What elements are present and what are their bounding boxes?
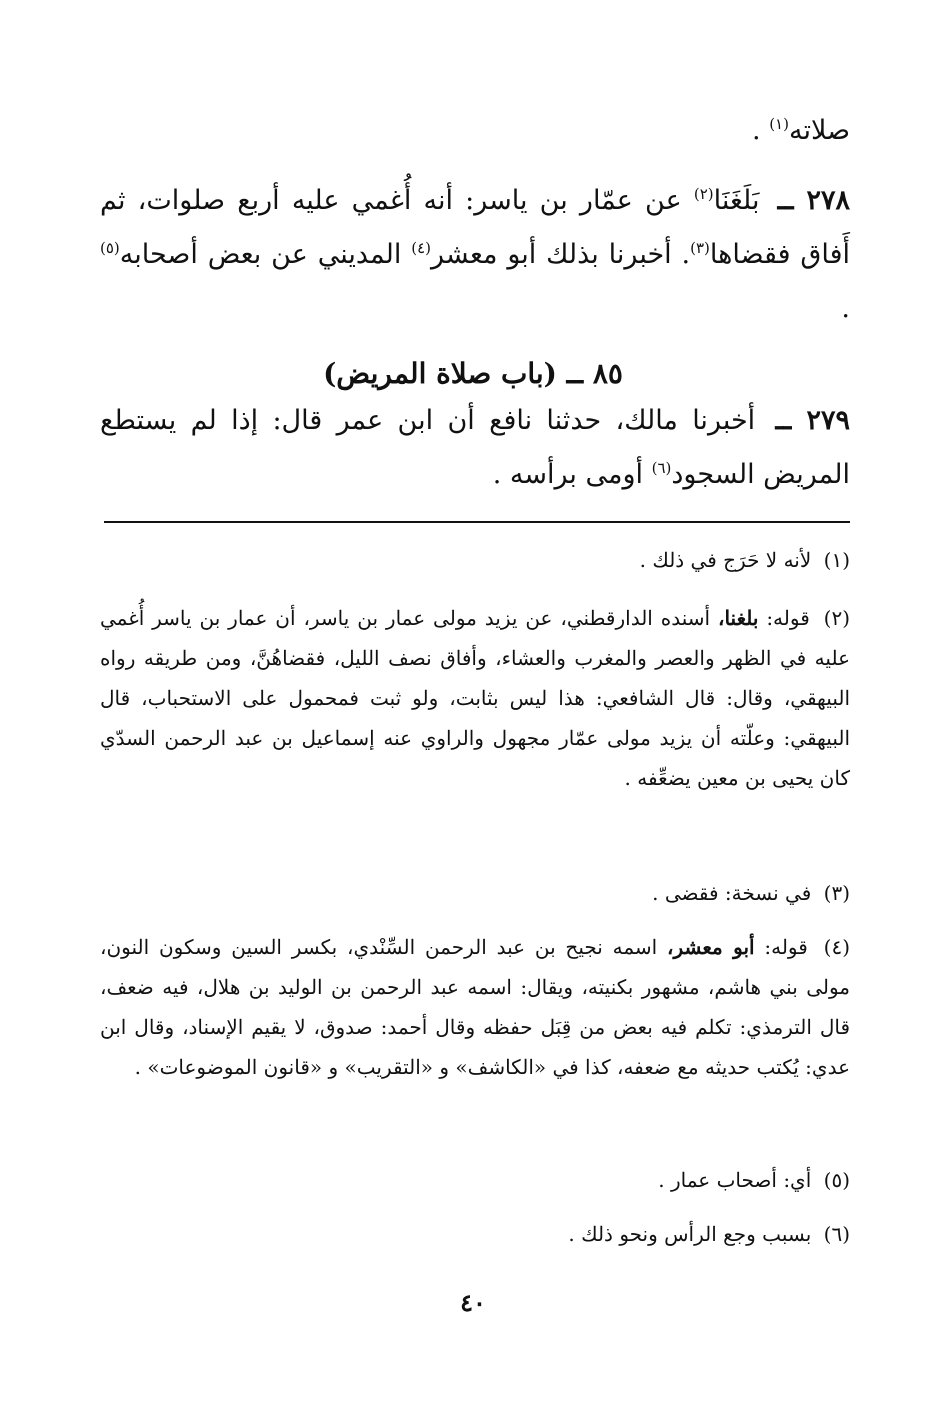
footnote-keyword: أبو معشر،	[667, 935, 755, 959]
hadith-number: ٢٧٨ ــ	[777, 185, 850, 216]
hadith-text-part2: . أخبرنا بذلك أبو معشر	[431, 239, 691, 270]
footnote-text: بسبب وجع الرأس ونحو ذلك .	[568, 1222, 812, 1246]
footnote-number: (٣)	[823, 881, 850, 905]
carry-over-line	[100, 104, 850, 158]
hadith-text-part1: أخبرنا مالك، حدثنا نافع أن ابن عمر قال: إذا لم يستطع المريض السجود	[100, 405, 850, 490]
footnote-number: (٤)	[823, 935, 850, 959]
footnote-number: (٢)	[823, 606, 851, 630]
hadith-number: ٢٧٩ ــ	[775, 405, 850, 436]
carry-over-end: .	[752, 115, 770, 146]
footnote-ref-2[interactable]: (٢)	[693, 185, 714, 203]
hadith-text-end: .	[841, 293, 850, 324]
hadith-text-part1: عن عمّار بن ياسر: أنه أُغمي عليه أربع صلوات، ثم أَفاق فقضاها	[100, 185, 850, 270]
footnote-text: أي: أصحاب عمار .	[658, 1168, 812, 1192]
hadith-text-part2: أومى برأسه .	[492, 459, 643, 490]
footnote-2	[100, 598, 850, 798]
footnote-ref-4[interactable]: (٤)	[411, 239, 432, 257]
footnote-text: اسمه نجيح بن عبد الرحمن السِّنْدي، بكسر السين وسكون النون، مولى بني هاشم، مشهور بكنيته، ويقال: اسمه عبد الرحمن بن الوليد بن هلال، فيه ضعف، قال الترمذي: تكلم فيه بعض من قِبَل حفظه وقال أحمد: صدوق، لا يقيم الإسناد، وقال ابن عدي: يُكتب حديثه مع ضعفه، كذا في «الكاشف» و «التقريب» و «قانون الموضوعات» .	[100, 935, 850, 1079]
footnote-text: في نسخة: فقضى .	[652, 881, 812, 905]
footnote-separator	[104, 521, 850, 523]
footnote-text: لأنه لا حَرَج في ذلك .	[639, 548, 812, 572]
footnote-ref-6[interactable]: (٦)	[651, 459, 672, 477]
footnote-6	[100, 1214, 850, 1254]
footnote-lead: قوله:	[764, 935, 808, 959]
footnote-number: (٥)	[823, 1168, 850, 1192]
chapter-heading: ٨٥ ــ (باب صلاة المريض)	[323, 357, 623, 390]
page-number: ٤٠	[460, 1288, 486, 1317]
footnote-lead: قوله:	[766, 606, 810, 630]
footnote-number: (١)	[823, 548, 850, 572]
hadith-279-paragraph	[100, 394, 850, 502]
footnote-3	[100, 873, 850, 913]
footnote-5	[100, 1160, 850, 1200]
footnote-text: أسنده الدارقطني، عن يزيد مولى عمار بن ياسر، أن عمار بن ياسر أُغمي عليه في الظهر والعصر والمغرب والعشاء، وأفاق نصف الليل، فقضاهُنَّ، ومن طريقه رواه البيهقي، وقال: قال الشافعي: هذا ليس بثابت، ولو ثبت فمحمول على الاستحباب، قال البيهقي: وعلّته أن يزيد مولى عمّار مجهول والراوي عنه إسماعيل بن عبد الرحمن السدّي كان يحيى بن معين يضعِّفه .	[100, 606, 850, 790]
hadith-text-part3: المديني عن بعض أصحابه	[119, 239, 402, 270]
hadith-278-paragraph	[100, 174, 850, 336]
footnote-4	[100, 927, 850, 1087]
carry-over-text: صلاته	[788, 115, 850, 146]
footnote-ref-5[interactable]: (٥)	[100, 239, 120, 257]
footnote-ref-1[interactable]: (١)	[769, 115, 789, 133]
footnote-ref-3[interactable]: (٣)	[690, 239, 710, 257]
footnote-number: (٦)	[823, 1222, 850, 1246]
hadith-keyword: بَلَغَنَا	[713, 185, 760, 216]
footnote-keyword: بلغنا،	[717, 606, 759, 630]
footnote-1	[100, 540, 850, 580]
